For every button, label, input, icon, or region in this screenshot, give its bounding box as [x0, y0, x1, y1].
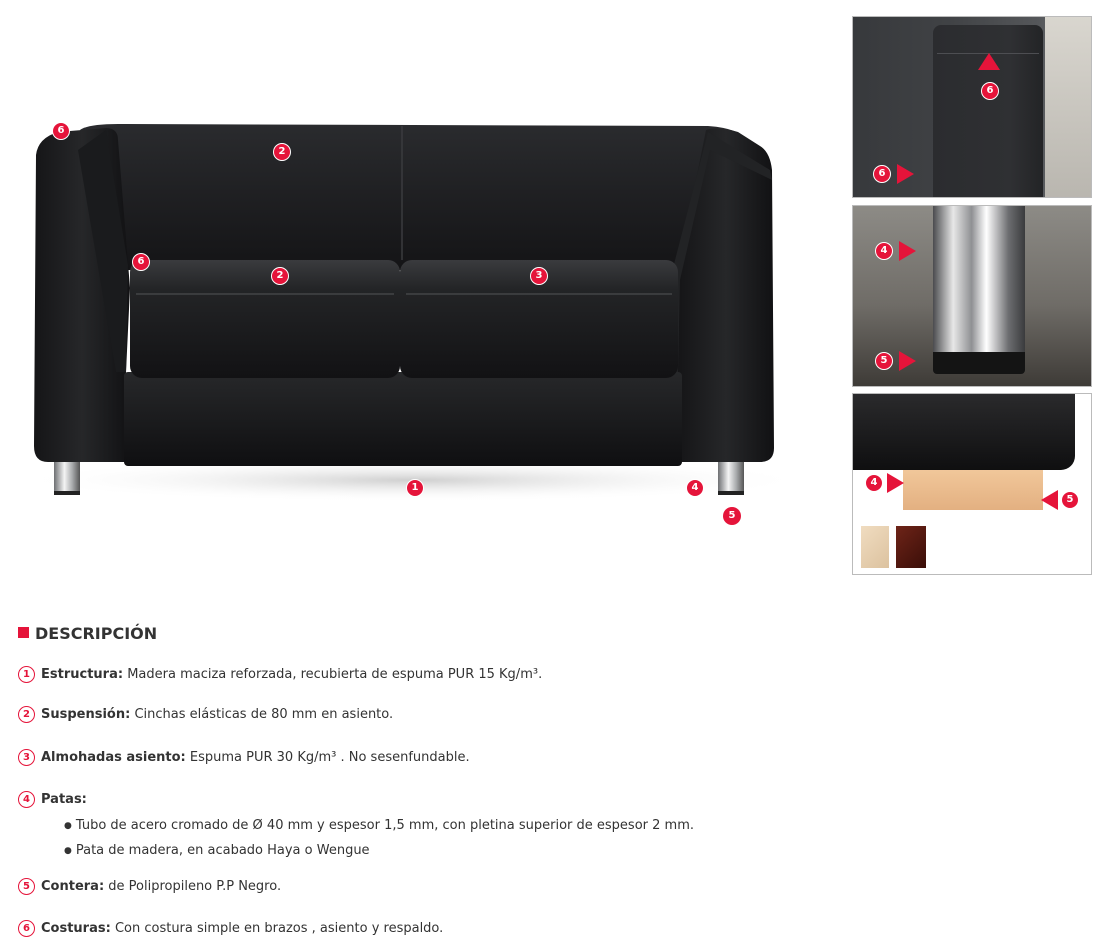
desc-item-suspension	[18, 706, 393, 723]
leg-right	[718, 462, 744, 494]
patas-bullet-chrome: ● Tubo de acero cromado de Ø 40 mm y espesor 1,5 mm, con pletina superior de espesor 2 mm.	[64, 818, 694, 833]
marker-leg: 4	[686, 479, 704, 497]
patas-bullet-wood: ● Pata de madera, en acabado Haya o Wengue	[64, 843, 370, 858]
desc-item-almohadas	[18, 749, 470, 766]
swatch-wengue	[896, 526, 926, 568]
item-label: Estructura:	[41, 667, 124, 682]
number-badge: 4	[18, 791, 35, 808]
item-label: Suspensión:	[41, 707, 131, 722]
item-text: Con costura simple en brazos , asiento y respaldo.	[110, 921, 444, 936]
detail-photo-chrome-leg	[852, 205, 1092, 387]
sofa-image	[18, 110, 818, 510]
seat-cushion-left	[130, 260, 400, 378]
number-badge: 2	[18, 706, 35, 723]
marker-chrome-cap: 5	[875, 352, 893, 370]
number-badge: 1	[18, 666, 35, 683]
number-badge: 3	[18, 749, 35, 766]
chrome-tube	[933, 206, 1025, 352]
marker-frame: 1	[406, 479, 424, 497]
arm-detail	[933, 25, 1043, 198]
marker-stitch-side: 6	[873, 165, 891, 183]
desc-item-patas	[18, 791, 87, 808]
marker-arm-side: 6	[132, 253, 150, 271]
desc-item-estructura	[18, 666, 542, 683]
arrow-up-stitch	[978, 53, 1000, 70]
arrow-right-tube	[899, 241, 916, 261]
swatch-haya	[861, 526, 889, 568]
marker-stitch-top: 6	[981, 82, 999, 100]
item-text: Espuma PUR 30 Kg/m³ . No sesenfundable.	[185, 750, 470, 765]
wood-block	[903, 470, 1043, 510]
chrome-cap	[933, 352, 1025, 374]
detail-photo-wood-leg	[852, 393, 1092, 575]
item-label: Almohadas asiento:	[41, 750, 186, 765]
item-label: Patas:	[41, 792, 87, 807]
marker-wood-leg: 4	[865, 474, 883, 492]
sofa-base	[124, 372, 682, 466]
arrow-right-wood	[887, 473, 904, 493]
leg-right-cap	[718, 491, 744, 495]
description-title-text: DESCRIPCIÓN	[35, 624, 158, 643]
marker-wood-cap: 5	[1061, 491, 1079, 509]
item-text: de Polipropileno P.P Negro.	[104, 879, 282, 894]
item-text: Cinchas elásticas de 80 mm en asiento.	[130, 707, 394, 722]
leg-left	[54, 462, 80, 494]
desc-item-contera	[18, 878, 281, 895]
marker-seat-left: 2	[271, 267, 289, 285]
marker-arm-top: 6	[52, 122, 70, 140]
leg-left-cap	[54, 491, 80, 495]
marker-foot: 5	[723, 507, 741, 525]
item-label: Costuras:	[41, 921, 111, 936]
sofa-backrest	[80, 124, 746, 270]
floor-detail	[1045, 17, 1092, 198]
number-badge: 5	[18, 878, 35, 895]
arrow-right-cap	[899, 351, 916, 371]
description-title	[18, 624, 157, 643]
marker-seat-right: 3	[530, 267, 548, 285]
arrow-right-stitch	[897, 164, 914, 184]
item-text: Madera maciza reforzada, recubierta de espuma PUR 15 Kg/m³.	[123, 667, 543, 682]
desc-item-costuras	[18, 920, 443, 937]
title-square-icon	[18, 627, 29, 638]
number-badge: 6	[18, 920, 35, 937]
item-label: Contera:	[41, 879, 105, 894]
upholstery-detail	[853, 394, 1075, 470]
marker-tube: 4	[875, 242, 893, 260]
marker-back-cushion: 2	[273, 143, 291, 161]
arrow-left-wood	[1041, 490, 1058, 510]
detail-photo-stitching	[852, 16, 1092, 198]
